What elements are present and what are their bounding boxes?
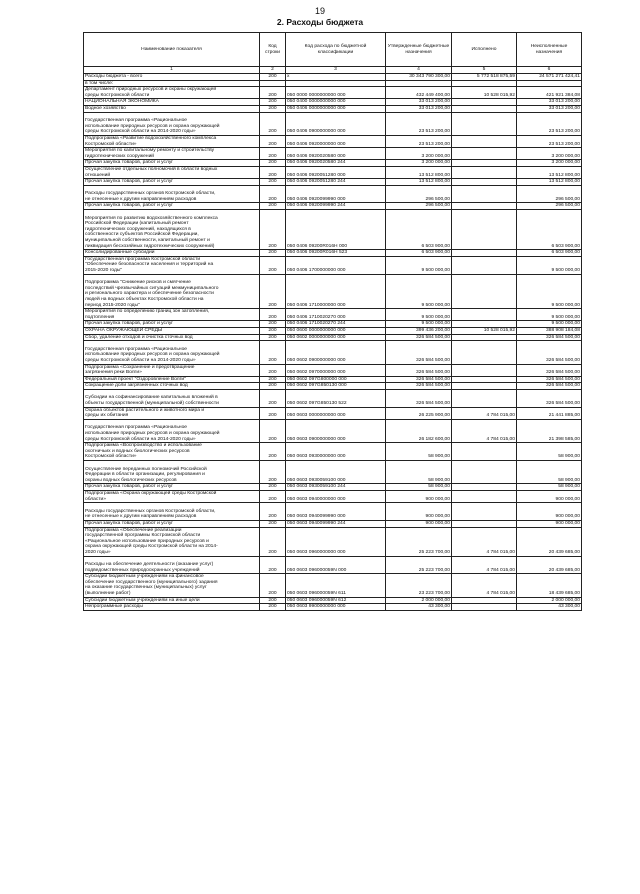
cell-approved: 326 584 500,00 — [386, 364, 452, 376]
table-row — [84, 376, 582, 383]
cell-unexecuted: 58 900,00 — [517, 461, 582, 484]
cell-indicator-name: НАЦИОНАЛЬНАЯ ЭКОНОМИКА — [84, 99, 260, 106]
cell-approved: 326 584 500,00 — [386, 389, 452, 407]
cell-unexecuted: 33 013 200,00 — [517, 105, 582, 112]
cell-approved: 43 300,00 — [386, 604, 452, 611]
cell-line-code: 200 — [260, 503, 286, 521]
cell-line-code: 200 — [260, 250, 286, 257]
cell-budget-code: 050 0406 0920051280 244 — [286, 179, 386, 186]
cell-line-code: 200 — [260, 376, 286, 383]
cell-indicator-name: ОХРАНА ОКРУЖАЮЩЕЙ СРЕДЫ — [84, 327, 260, 334]
cell-indicator-name: Субсидии бюджетным учреждениям на иные цели — [84, 597, 260, 604]
cell-approved: 326 584 500,00 — [386, 341, 452, 364]
cell-line-code: 200 — [260, 604, 286, 611]
cell-approved: 13 512 800,00 — [386, 179, 452, 186]
cell-line-code: 200 — [260, 334, 286, 341]
cell-line-code — [260, 80, 286, 87]
cell-unexecuted: 421 921 384,08 — [517, 87, 582, 99]
cell-line-code: 200 — [260, 166, 286, 178]
column-number: 3 — [286, 67, 386, 74]
cell-indicator-name: Расходы бюджета - всего — [84, 74, 260, 81]
table-row — [84, 574, 582, 597]
cell-executed — [452, 520, 517, 527]
cell-approved: 30 343 790 300,00 — [386, 74, 452, 81]
cell-approved: 296 500,00 — [386, 185, 452, 203]
cell-indicator-name: Прочая закупка товаров, работ и услуг — [84, 203, 260, 210]
cell-approved: 900 000,00 — [386, 503, 452, 521]
cell-executed — [452, 503, 517, 521]
table-row — [84, 341, 582, 364]
cell-budget-code: 050 0406 09200R016H 000 — [286, 210, 386, 250]
cell-indicator-name: Осуществление переданных полномочий Российской Федерации в области организации, регулирования и охраны водных биологических ресурсов — [84, 461, 260, 484]
cell-executed — [452, 309, 517, 321]
table-row — [84, 327, 582, 334]
cell-executed — [452, 389, 517, 407]
cell-indicator-name: Государственная программа «Рациональное использование природных ресурсов и охрана окружающей среды Костромской области на 2014-2020 годы» — [84, 112, 260, 135]
cell-approved: 3 200 000,00 — [386, 160, 452, 167]
table-row — [84, 210, 582, 250]
cell-indicator-name: Подпрограмма «Сохранение и предотвращение загрязнения реки Волги» — [84, 364, 260, 376]
cell-line-code: 200 — [260, 327, 286, 334]
cell-approved: 9 500 000,00 — [386, 274, 452, 309]
budget-expenses-table — [83, 32, 582, 611]
cell-approved: 296 500,00 — [386, 203, 452, 210]
cell-executed — [452, 334, 517, 341]
cell-indicator-name: Консолидированные субсидии — [84, 250, 260, 257]
cell-unexecuted: 3 200 000,00 — [517, 160, 582, 167]
cell-line-code: 200 — [260, 210, 286, 250]
table-row — [84, 503, 582, 521]
cell-indicator-name: Непрограммные расходы — [84, 604, 260, 611]
table-row — [84, 203, 582, 210]
cell-budget-code: 050 0602 097G800000 000 — [286, 376, 386, 383]
cell-budget-code: 050 0406 1710020270 244 — [286, 321, 386, 328]
cell-line-code: 200 — [260, 556, 286, 574]
cell-unexecuted: 18 439 685,00 — [517, 574, 582, 597]
cell-executed — [452, 160, 517, 167]
cell-executed — [452, 597, 517, 604]
cell-line-code: 200 — [260, 309, 286, 321]
cell-line-code: 200 — [260, 99, 286, 106]
cell-unexecuted: 43 300,00 — [517, 604, 582, 611]
table-row — [84, 520, 582, 527]
table-row — [84, 389, 582, 407]
cell-line-code: 200 — [260, 520, 286, 527]
cell-indicator-name: Водное хозяйство — [84, 105, 260, 112]
cell-unexecuted: 9 500 000,00 — [517, 256, 582, 274]
table-row — [84, 166, 582, 178]
cell-unexecuted: 296 500,00 — [517, 203, 582, 210]
cell-indicator-name: Мероприятия по развитию водохозяйственного комплекса Российской Федерации (капитальный ремонт гидротехнических сооружений, находящихся в собственности субъектов Российской Федерации, муниципальной собственности, капитальный ремонт и ликвидация бесхозяйных гидротехнических сооружений) — [84, 210, 260, 250]
table-row — [84, 274, 582, 309]
cell-approved: 13 512 800,00 — [386, 166, 452, 178]
table-row — [84, 321, 582, 328]
cell-unexecuted: 58 900,00 — [517, 484, 582, 491]
cell-budget-code: 050 0603 0930059100 244 — [286, 484, 386, 491]
cell-approved: 9 500 000,00 — [386, 309, 452, 321]
cell-budget-code: 050 0406 0920020580 000 — [286, 148, 386, 160]
cell-unexecuted: 326 584 500,00 — [517, 376, 582, 383]
cell-unexecuted: 13 512 800,00 — [517, 179, 582, 186]
cell-line-code: 200 — [260, 574, 286, 597]
table-row — [84, 99, 582, 106]
cell-executed — [452, 179, 517, 186]
cell-budget-code: 050 0603 0930059100 000 — [286, 461, 386, 484]
cell-approved: 326 584 500,00 — [386, 376, 452, 383]
cell-approved: 900 000,00 — [386, 520, 452, 527]
cell-indicator-name: Субсидии бюджетным учреждениям на финансовое обеспечение государственного (муниципального) задания на оказание государственных (муниципальных) услуг (выполнение работ) — [84, 574, 260, 597]
table-row — [84, 419, 582, 442]
cell-indicator-name: Прочая закупка товаров, работ и услуг — [84, 484, 260, 491]
cell-unexecuted: 900 000,00 — [517, 503, 582, 521]
cell-indicator-name: Прочая закупка товаров, работ и услуг — [84, 179, 260, 186]
cell-approved: 33 013 200,00 — [386, 105, 452, 112]
cell-line-code: 200 — [260, 407, 286, 419]
cell-executed — [452, 274, 517, 309]
cell-line-code: 200 — [260, 461, 286, 484]
cell-budget-code: 050 0603 0940099990 000 — [286, 503, 386, 521]
cell-unexecuted: 20 439 685,00 — [517, 527, 582, 556]
cell-approved: 326 584 500,00 — [386, 334, 452, 341]
cell-unexecuted: 23 513 200,00 — [517, 112, 582, 135]
cell-executed: 4 784 015,00 — [452, 419, 517, 442]
cell-indicator-name: Прочая закупка товаров, работ и услуг — [84, 520, 260, 527]
cell-unexecuted: 33 013 200,00 — [517, 99, 582, 106]
cell-executed — [452, 210, 517, 250]
table-row — [84, 250, 582, 257]
table-row — [84, 256, 582, 274]
cell-executed — [452, 99, 517, 106]
cell-budget-code: 050 0603 0940099990 244 — [286, 520, 386, 527]
cell-executed — [452, 443, 517, 461]
column-number: 2 — [260, 67, 286, 74]
cell-budget-code: 050 0602 0000000000 000 — [286, 334, 386, 341]
cell-indicator-name: Мероприятия по определению границ зон затопления, подтопления — [84, 309, 260, 321]
cell-unexecuted: 9 500 000,00 — [517, 321, 582, 328]
cell-unexecuted: 23 513 200,00 — [517, 135, 582, 147]
table-row — [84, 185, 582, 203]
cell-budget-code: 050 0602 0900000000 000 — [286, 341, 386, 364]
cell-executed — [452, 383, 517, 390]
cell-approved: 25 223 700,00 — [386, 556, 452, 574]
cell-line-code: 200 — [260, 321, 286, 328]
cell-line-code: 200 — [260, 112, 286, 135]
cell-line-code: 200 — [260, 443, 286, 461]
cell-approved: 58 900,00 — [386, 461, 452, 484]
cell-indicator-name: Подпрограмма «Обеспечение реализации государственной программы Костромской области «Рациональное использование природных ресурсов и охрана окружающей среды Костромской области на 2014- 2020 годы» — [84, 527, 260, 556]
cell-unexecuted: 21 441 885,00 — [517, 407, 582, 419]
cell-executed — [452, 321, 517, 328]
header-row — [84, 33, 582, 67]
cell-budget-code: 050 0400 0000000000 000 — [286, 99, 386, 106]
cell-approved: 58 900,00 — [386, 443, 452, 461]
table-row — [84, 604, 582, 611]
cell-budget-code: 050 0406 09200R016H 523 — [286, 250, 386, 257]
cell-executed: 4 784 015,00 — [452, 407, 517, 419]
cell-executed — [452, 364, 517, 376]
cell-executed — [452, 490, 517, 502]
table-row — [84, 364, 582, 376]
cell-unexecuted: 6 503 900,00 — [517, 210, 582, 250]
header-executed: Исполнено — [452, 33, 517, 67]
cell-executed — [452, 112, 517, 135]
column-number: 1 — [84, 67, 260, 74]
cell-executed — [452, 203, 517, 210]
cell-indicator-name: Сокращение доли загрязненных сточных вод — [84, 383, 260, 390]
cell-approved: 6 503 900,00 — [386, 250, 452, 257]
cell-line-code: 200 — [260, 179, 286, 186]
cell-budget-code: 050 0406 0920051280 000 — [286, 166, 386, 178]
cell-line-code: 200 — [260, 490, 286, 502]
cell-approved: 900 000,00 — [386, 490, 452, 502]
cell-approved: 432 449 400,00 — [386, 87, 452, 99]
table-row — [84, 461, 582, 484]
cell-unexecuted: 9 500 000,00 — [517, 309, 582, 321]
cell-executed — [452, 185, 517, 203]
cell-executed — [452, 341, 517, 364]
cell-line-code: 200 — [260, 383, 286, 390]
cell-indicator-name: Охрана объектов растительного и животного мира и среды их обитания — [84, 407, 260, 419]
cell-unexecuted: 58 900,00 — [517, 443, 582, 461]
cell-approved: 2 000 000,00 — [386, 597, 452, 604]
cell-indicator-name: Прочая закупка товаров, работ и услуг — [84, 321, 260, 328]
cell-budget-code: 050 0600 0000000000 000 — [286, 327, 386, 334]
cell-budget-code: 050 0603 0960000000 000 — [286, 527, 386, 556]
cell-unexecuted: 2 000 000,00 — [517, 597, 582, 604]
cell-budget-code: x — [286, 74, 386, 81]
cell-executed: 4 784 015,00 — [452, 527, 517, 556]
cell-indicator-name: Расходы государственных органов Костромской области, не отнесенные к другим направлениям расходов — [84, 503, 260, 521]
column-number: 4 — [386, 67, 452, 74]
cell-line-code: 200 — [260, 74, 286, 81]
column-number-row — [84, 67, 582, 74]
cell-unexecuted: 326 584 500,00 — [517, 389, 582, 407]
table-row — [84, 309, 582, 321]
cell-budget-code: 050 0406 1700000000 000 — [286, 256, 386, 274]
cell-budget-code: 050 0406 0920099990 244 — [286, 203, 386, 210]
cell-approved — [386, 80, 452, 87]
table-row — [84, 148, 582, 160]
header-unexecuted: Неисполненные назначения — [517, 33, 582, 67]
cell-budget-code — [286, 80, 386, 87]
cell-executed: 4 784 015,00 — [452, 574, 517, 597]
cell-executed — [452, 135, 517, 147]
cell-indicator-name: Государственная программа Костромской области "Обеспечение безопасности населения и территорий на 2015-2020 годы" — [84, 256, 260, 274]
cell-line-code: 200 — [260, 256, 286, 274]
cell-line-code: 200 — [260, 597, 286, 604]
cell-line-code: 200 — [260, 148, 286, 160]
header-line-code: Код строки — [260, 33, 286, 67]
cell-unexecuted: 24 571 271 424,41 — [517, 74, 582, 81]
cell-unexecuted: 296 500,00 — [517, 185, 582, 203]
cell-indicator-name: Государственная программа «Рациональное использование природных ресурсов и охрана окружающей среды Костромской области на 2014-2020 годы» — [84, 341, 260, 364]
cell-executed — [452, 604, 517, 611]
cell-budget-code: 050 0406 0920000000 000 — [286, 135, 386, 147]
cell-executed — [452, 256, 517, 274]
cell-indicator-name: Расходы на обеспечение деятельности (оказание услуг) подведомственных природоохранных учреждений — [84, 556, 260, 574]
cell-approved: 26 182 600,00 — [386, 419, 452, 442]
cell-line-code: 200 — [260, 389, 286, 407]
table-body — [84, 74, 582, 611]
cell-indicator-name: Департамент природных ресурсов и охраны окружающей среды Костромской области — [84, 87, 260, 99]
cell-unexecuted: 326 584 500,00 — [517, 334, 582, 341]
cell-budget-code: 050 0000 0000000000 000 — [286, 87, 386, 99]
cell-unexecuted: 6 503 900,00 — [517, 250, 582, 257]
cell-executed — [452, 148, 517, 160]
cell-indicator-name: Прочая закупка товаров, работ и услуг — [84, 160, 260, 167]
table-row — [84, 80, 582, 87]
cell-executed — [452, 80, 517, 87]
cell-indicator-name: Государственная программа «Рациональное использование природных ресурсов и охрана окружающей среды Костромской области на 2014-2020 годы» — [84, 419, 260, 442]
cell-budget-code: 050 0603 0000000000 000 — [286, 407, 386, 419]
cell-indicator-name: Мероприятия по капитальному ремонту и строительству гидротехнических сооружений — [84, 148, 260, 160]
cell-line-code: 200 — [260, 185, 286, 203]
table-row — [84, 484, 582, 491]
cell-approved: 9 500 000,00 — [386, 256, 452, 274]
cell-line-code: 200 — [260, 364, 286, 376]
cell-budget-code: 050 0406 0900000000 000 — [286, 112, 386, 135]
cell-indicator-name: Федеральный проект "Оздоровление Волги" — [84, 376, 260, 383]
cell-line-code: 200 — [260, 341, 286, 364]
cell-executed: 4 784 015,00 — [452, 556, 517, 574]
cell-budget-code: 050 0603 096000059N 000 — [286, 556, 386, 574]
cell-approved: 26 225 900,00 — [386, 407, 452, 419]
table-row — [84, 179, 582, 186]
cell-budget-code: 050 0406 0920020580 244 — [286, 160, 386, 167]
cell-unexecuted: 20 439 685,00 — [517, 556, 582, 574]
cell-indicator-name: в том числе: — [84, 80, 260, 87]
cell-unexecuted: 326 584 500,00 — [517, 364, 582, 376]
cell-approved: 6 503 900,00 — [386, 210, 452, 250]
table-row — [84, 160, 582, 167]
header-indicator-name: Наименование показателя — [84, 33, 260, 67]
cell-unexecuted: 9 500 000,00 — [517, 274, 582, 309]
cell-executed — [452, 166, 517, 178]
cell-executed: 10 528 015,92 — [452, 327, 517, 334]
cell-indicator-name: Осуществление отдельных полномочий в области водных отношений — [84, 166, 260, 178]
header-budget-code: Код расхода по бюджетной классификации — [286, 33, 386, 67]
table-row — [84, 556, 582, 574]
cell-line-code: 200 — [260, 135, 286, 147]
cell-line-code: 200 — [260, 527, 286, 556]
table-row — [84, 112, 582, 135]
cell-line-code: 200 — [260, 274, 286, 309]
cell-indicator-name: Расходы государственных органов Костромской области, не отнесенные к другим направлениям расходов — [84, 185, 260, 203]
cell-budget-code: 050 0603 9900000000 000 — [286, 604, 386, 611]
column-number: 6 — [517, 67, 582, 74]
cell-unexecuted: 326 584 500,00 — [517, 383, 582, 390]
cell-unexecuted — [517, 80, 582, 87]
cell-line-code: 200 — [260, 160, 286, 167]
cell-approved: 399 436 200,00 — [386, 327, 452, 334]
cell-budget-code: 050 0602 097G850130 522 — [286, 389, 386, 407]
cell-executed — [452, 461, 517, 484]
cell-approved: 23 223 700,00 — [386, 574, 452, 597]
cell-unexecuted: 388 908 184,08 — [517, 327, 582, 334]
cell-executed: 10 528 015,92 — [452, 87, 517, 99]
cell-approved: 23 513 200,00 — [386, 112, 452, 135]
cell-budget-code: 050 0603 0900000000 000 — [286, 419, 386, 442]
cell-unexecuted: 21 398 585,00 — [517, 419, 582, 442]
cell-line-code: 200 — [260, 419, 286, 442]
cell-line-code: 200 — [260, 203, 286, 210]
cell-budget-code: 050 0603 096000059N 611 — [286, 574, 386, 597]
table-row — [84, 597, 582, 604]
table-row — [84, 383, 582, 390]
cell-executed — [452, 376, 517, 383]
cell-budget-code: 050 0602 0970000000 000 — [286, 364, 386, 376]
cell-approved: 23 513 200,00 — [386, 135, 452, 147]
cell-budget-code: 050 0602 097G850130 000 — [286, 383, 386, 390]
table-row — [84, 490, 582, 502]
cell-unexecuted: 900 000,00 — [517, 490, 582, 502]
cell-approved: 326 584 500,00 — [386, 383, 452, 390]
table-row — [84, 135, 582, 147]
cell-approved: 3 200 000,00 — [386, 148, 452, 160]
cell-indicator-name: Подпрограмма «Развитие водохозяйственного комплекса Костромской области» — [84, 135, 260, 147]
table-row — [84, 527, 582, 556]
cell-approved: 33 013 200,00 — [386, 99, 452, 106]
cell-budget-code: 050 0603 096000059N 612 — [286, 597, 386, 604]
cell-budget-code: 050 0406 1710000000 000 — [286, 274, 386, 309]
cell-indicator-name: Подпрограмма "Снижение рисков и смягчение последствий чрезвычайных ситуаций межмуниципального и регионального характера и обеспечение безопасности людей на водных объектах Костромской области на период 2015-2020 годы" — [84, 274, 260, 309]
table-row — [84, 87, 582, 99]
cell-budget-code: 050 0406 1710020270 000 — [286, 309, 386, 321]
header-approved: Утвержденные бюджетные назначения — [386, 33, 452, 67]
cell-executed — [452, 484, 517, 491]
cell-budget-code: 050 0603 0940000000 000 — [286, 490, 386, 502]
cell-budget-code: 050 0406 0920099990 000 — [286, 185, 386, 203]
page-number: 19 — [314, 6, 325, 16]
cell-line-code: 200 — [260, 484, 286, 491]
cell-approved: 58 900,00 — [386, 484, 452, 491]
cell-line-code: 200 — [260, 105, 286, 112]
cell-budget-code: 050 0603 0930000000 000 — [286, 443, 386, 461]
cell-unexecuted: 326 584 500,00 — [517, 341, 582, 364]
table-row — [84, 334, 582, 341]
cell-executed: 5 772 518 875,59 — [452, 74, 517, 81]
cell-indicator-name: Подпрограмма «Воспроизводство и использование охотничьих и водных биологических ресурсов Костромской области» — [84, 443, 260, 461]
table-row — [84, 105, 582, 112]
cell-line-code: 200 — [260, 87, 286, 99]
cell-approved: 25 223 700,00 — [386, 527, 452, 556]
cell-indicator-name: Сбор, удаление отходов и очистка сточных вод — [84, 334, 260, 341]
cell-unexecuted: 900 000,00 — [517, 520, 582, 527]
cell-unexecuted: 3 200 000,00 — [517, 148, 582, 160]
cell-executed — [452, 105, 517, 112]
section-title: 2. Расходы бюджета — [276, 17, 364, 27]
cell-indicator-name: Подпрограмма «Охрана окружающей среды Костромской области» — [84, 490, 260, 502]
table-row — [84, 74, 582, 81]
cell-approved: 9 500 000,00 — [386, 321, 452, 328]
cell-unexecuted: 13 512 800,00 — [517, 166, 582, 178]
table-row — [84, 407, 582, 419]
table-row — [84, 443, 582, 461]
cell-budget-code: 050 0406 0000000000 000 — [286, 105, 386, 112]
column-number: 5 — [452, 67, 517, 74]
cell-indicator-name: Субсидии на софинансирование капитальных вложений в объекты государственной (муниципальной) собственности — [84, 389, 260, 407]
cell-executed — [452, 250, 517, 257]
